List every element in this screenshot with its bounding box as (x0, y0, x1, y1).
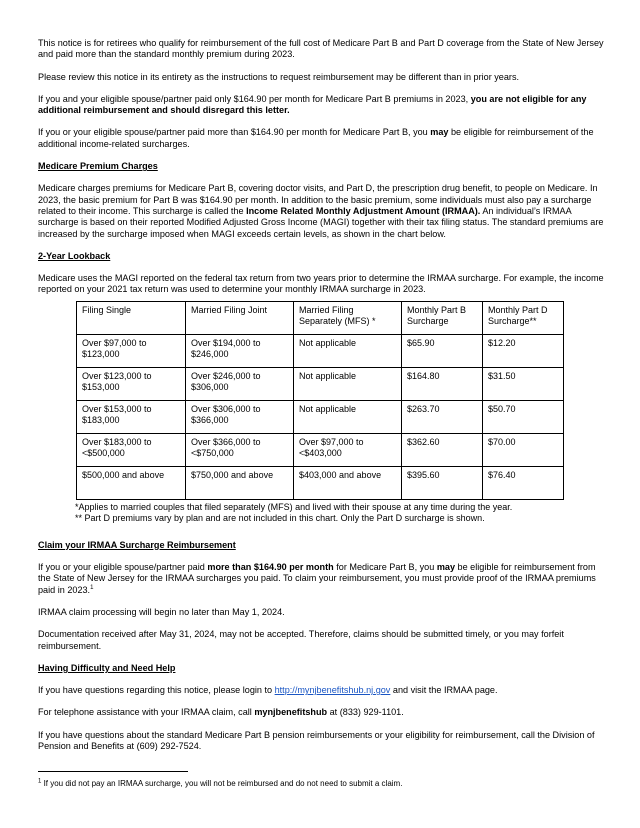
help-paragraph-1: If you have questions regarding this notice, please login to http://mynjbenefitshub.nj.gov and visit the IRMAA page. (38, 685, 498, 696)
table-cell: Over $97,000 to $123,000 (77, 334, 186, 367)
mfs-note: *Applies to married couples that filed separately (MFS) and lived with their spouse at any time during the year. (75, 501, 513, 512)
table-notes (75, 502, 604, 524)
table-cell: Not applicable (294, 400, 402, 433)
premium-paragraph: Medicare charges premiums for Medicare Part B, covering doctor visits, and Part D, the prescription drug benefit, to people on Medicare. In 2023, the basic premium for Part B was $164.90 per month. In addition to the basic premium, some individuals must also pay a surcharge related to their income. This surcharge is called the Income Related Monthly Adjustment Amount (IRMAA). An individual’s IRMAA surcharge is based on their reported Modified Adjusted Gross Income (MAGI) together with their tax filing status. The standard premiums are increased by the surcharge imposed when MAGI exceeds certain levels, as shown in the chart below. (38, 183, 604, 239)
table-cell: $31.50 (483, 367, 564, 400)
table-cell: $403,000 and above (294, 466, 402, 499)
table-cell: Not applicable (294, 367, 402, 400)
help-paragraph-2: For telephone assistance with your IRMAA claim, call mynjbenefitshub at (833) 929-1101. (38, 707, 404, 718)
table-cell: Over $153,000 to $183,000 (77, 400, 186, 433)
notice-page (38, 38, 604, 763)
table-cell: $164.80 (402, 367, 483, 400)
table-cell: $362.60 (402, 433, 483, 466)
not-eligible-statement: you are not eligible for any additional reimbursement and should disregard this letter. (38, 93, 587, 116)
table-header: Filing Single (77, 301, 186, 334)
irmaa-term: Income Related Monthly Adjustment Amount (IRMAA). (246, 205, 481, 216)
table-cell: $65.90 (402, 334, 483, 367)
table-row (77, 334, 564, 367)
intro-paragraph-2: Please review this notice in its entirety as the instructions to request reimbursement may be different than in prior years. (38, 71, 520, 82)
table-header: Monthly Part B Surcharge (402, 301, 483, 334)
intro-paragraph-3: If you and your eligible spouse/partner paid only $164.90 per month for Medicare Part B premiums in 2023, you are not eligible for any additional reimbursement and should disregard this letter. (38, 93, 587, 116)
table-cell: $263.70 (402, 400, 483, 433)
table-cell: Over $194,000 to $246,000 (186, 334, 294, 367)
table-cell: Over $306,000 to $366,000 (186, 400, 294, 433)
premium-heading: Medicare Premium Charges (38, 161, 158, 172)
footnote: $^1$ If you did not pay an IRMAA surcharge, you will not be reimbursed and do not need to submit a claim. (38, 778, 403, 788)
help-paragraph-3: If you have questions about the standard Medicare Part B pension reimbursements or your eligibility for reimbursement, call the Division of Pension and Benefits at (609) 292-7524. (38, 729, 595, 752)
irmaa-table (76, 301, 564, 500)
table-header: Monthly Part D Surcharge** (483, 301, 564, 334)
table-cell: Over $97,000 to <$403,000 (294, 433, 402, 466)
table-header-row (77, 301, 564, 334)
footnote-divider (38, 771, 188, 772)
table-row (77, 400, 564, 433)
table-cell: $70.00 (483, 433, 564, 466)
table-cell: Over $123,000 to $153,000 (77, 367, 186, 400)
table-cell: Over $366,000 to <$750,000 (186, 433, 294, 466)
claim-paragraph-3: Documentation received after May 31, 2024, may not be accepted. Therefore, claims should be submitted timely, or you may forfeit reimbursement. (38, 629, 564, 651)
table-cell: $750,000 and above (186, 466, 294, 499)
claim-paragraph-2: IRMAA claim processing will begin no later than May 1, 2024. (38, 606, 285, 617)
table-cell: Over $246,000 to $306,000 (186, 367, 294, 400)
table-header: Married Filing Separately (MFS) * (294, 301, 402, 334)
table-cell: $76.40 (483, 466, 564, 499)
intro-paragraph-4: If you or your eligible spouse/partner paid more than $164.90 per month for Medicare Part B, you may be eligible for reimbursement of the additional income-related surcharges. (38, 127, 594, 149)
table-header: Married Filing Joint (186, 301, 294, 334)
help-heading: Having Difficulty and Need Help (38, 662, 176, 673)
benefits-hub-link[interactable]: http://mynjbenefitshub.nj.gov (274, 685, 391, 696)
intro-paragraph-1: This notice is for retirees who qualify for reimbursement of the full cost of Medicare Part B and Part D coverage from the State of New Jersey and paid more than the standard monthly premium during 2023. (38, 38, 604, 60)
table-cell: $500,000 and above (77, 466, 186, 499)
claim-paragraph-1: If you or your eligible spouse/partner paid more than $164.90 per month for Medicare Part B, you may be eligible for reimbursement from the State of New Jersey for the IRMAA surcharges you paid. To claim your reimbursement, you must provide proof of the IRMAA premiums paid in 2023.$^1$ (38, 562, 596, 595)
part-d-note: ** Part D premiums vary by plan and are not included in this chart. Only the Part D surcharge is shown. (75, 512, 485, 523)
table-row (77, 433, 564, 466)
table-cell: $395.60 (402, 466, 483, 499)
table-cell: Not applicable (294, 334, 402, 367)
table-row (77, 466, 564, 499)
lookback-heading: 2-Year Lookback (38, 250, 111, 261)
table-row (77, 367, 564, 400)
table-cell: $50.70 (483, 400, 564, 433)
table-cell: $12.20 (483, 334, 564, 367)
table-cell: Over $183,000 to <$500,000 (77, 433, 186, 466)
claim-heading: Claim your IRMAA Surcharge Reimbursement (38, 539, 236, 550)
footnote-ref: 1 (90, 584, 94, 591)
lookback-paragraph: Medicare uses the MAGI reported on the federal tax return from two years prior to determine the IRMAA surcharge. For example, the income reported on your 2021 tax return was used to determine your monthly IRMAA surcharge in 2023. (38, 273, 604, 295)
